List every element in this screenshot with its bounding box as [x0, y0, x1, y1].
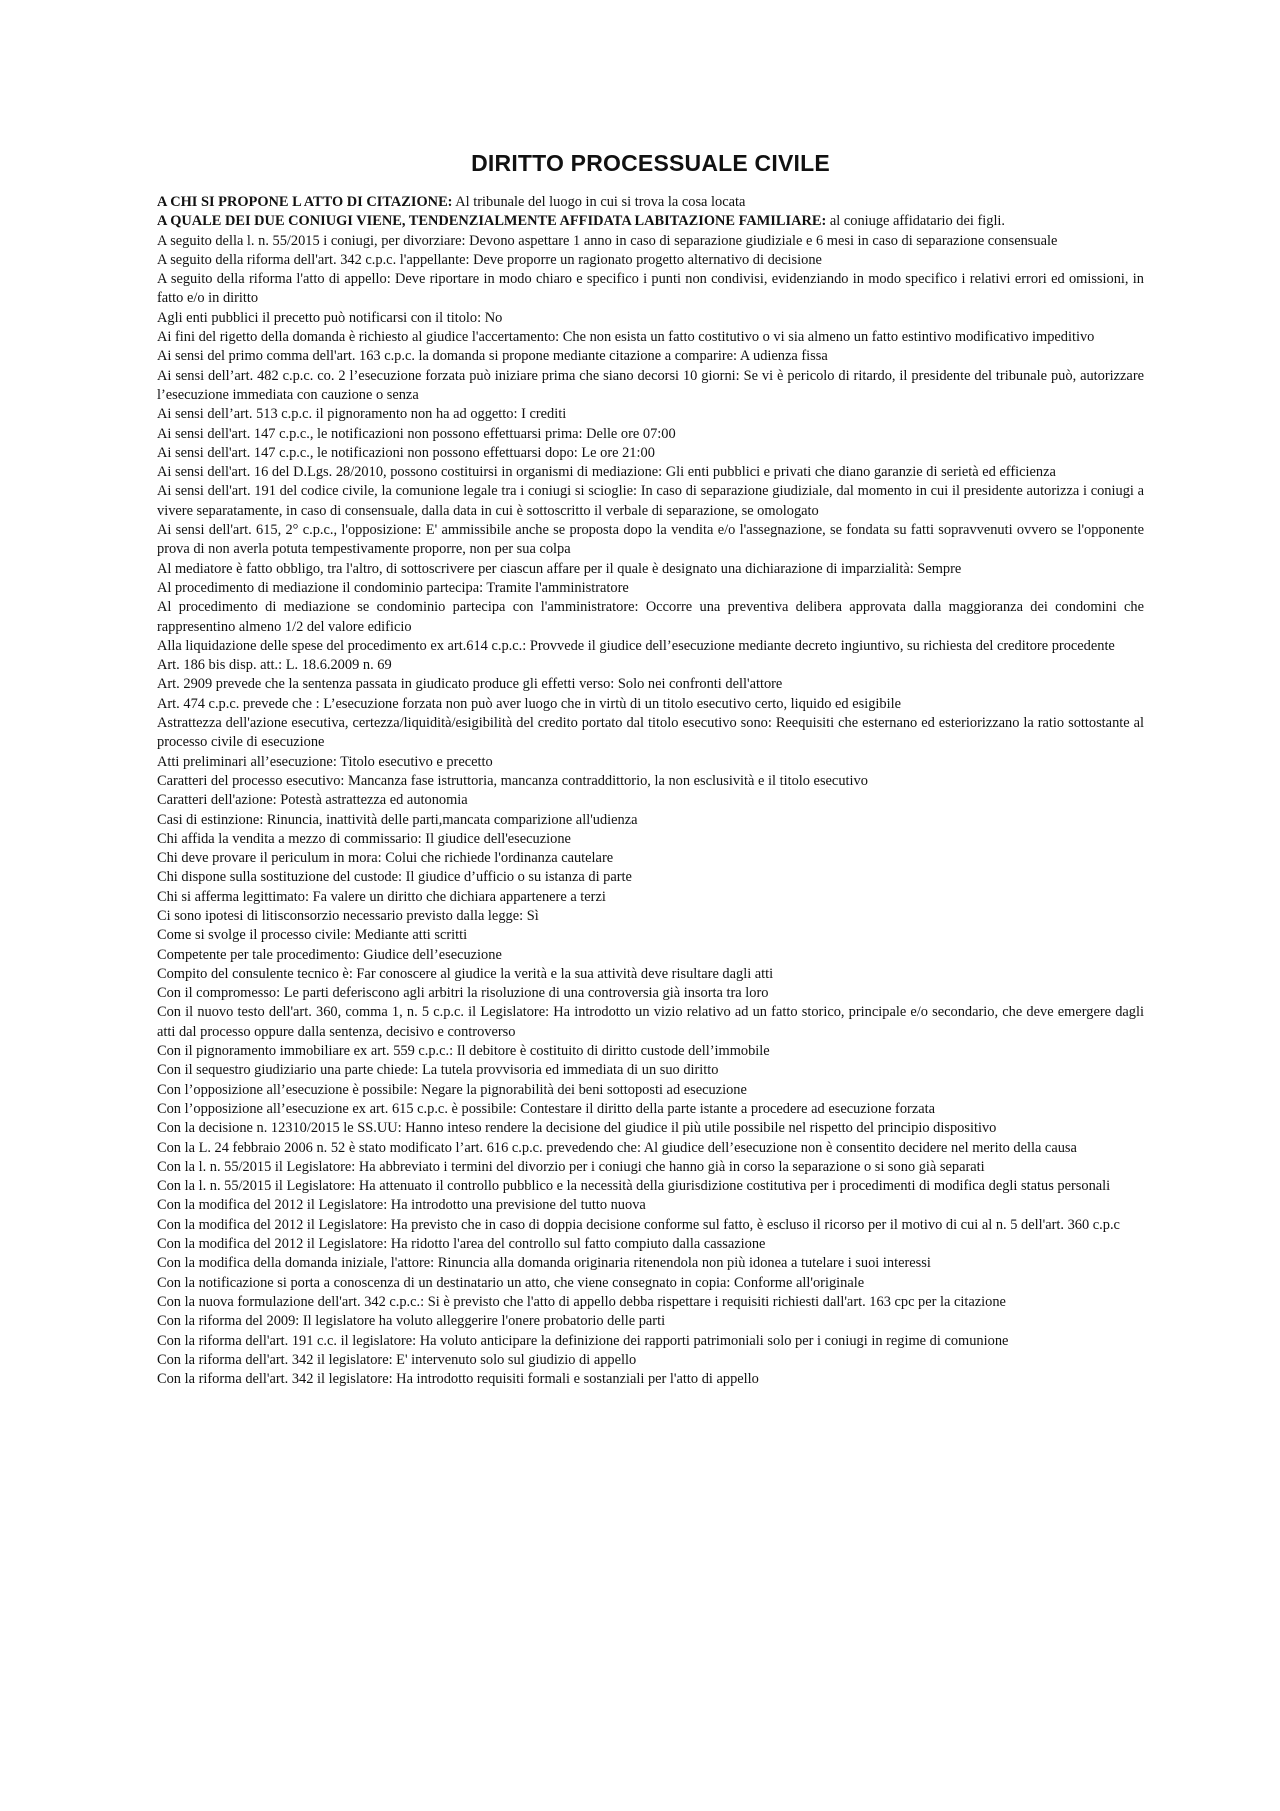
qa-entry [157, 656, 1144, 675]
question-text: Chi deve provare il periculum in mora: [157, 850, 382, 867]
answer-text: Giudice dell’esecuzione [359, 946, 502, 963]
qa-entry [157, 251, 1144, 270]
answer-text: Ha previsto che in caso di doppia decisione conforme sul fatto, è escluso il ricorso per il motivo di cui al n. 5 dell'art. 360 c.p.c [387, 1216, 1120, 1233]
question-text: Ai sensi dell’art. 482 c.p.c. co. 2 l’esecuzione forzata può iniziare prima che siano decorsi 10 giorni: [157, 367, 740, 384]
answer-text: Le ore 21:00 [577, 444, 655, 461]
question-text: A seguito della riforma l'atto di appello: [157, 271, 391, 288]
question-text: Al procedimento di mediazione il condominio partecipa: [157, 579, 484, 596]
question-text: Con la modifica del 2012 il Legislatore: [157, 1216, 388, 1233]
answer-text: Colui che richiede l'ordinanza cautelare [381, 850, 614, 867]
question-text: Con la modifica del 2012 il Legislatore: [157, 1197, 388, 1214]
question-text: Alla liquidazione delle spese del procedimento ex art.614 c.p.c.: [157, 637, 527, 654]
qa-entry [157, 560, 1144, 579]
qa-entry [157, 984, 1144, 1003]
question-text: Caratteri dell'azione: [157, 792, 277, 809]
question-text: Con il sequestro giudiziario una parte chiede: [157, 1062, 419, 1079]
qa-entry [157, 1177, 1144, 1196]
answer-text: Deve proporre un ragionato progetto alternativo di decisione [469, 251, 822, 268]
question-text: Competente per tale procedimento: [157, 946, 360, 963]
qa-entry [157, 1235, 1144, 1254]
qa-entry [157, 1061, 1144, 1080]
qa-entry [157, 444, 1144, 463]
question-text: Compito del consulente tecnico è: [157, 965, 353, 982]
answer-text: Deve riportare in modo chiaro e specifico i punti non condivisi, evidenziando in modo specifico i relativi errori ed omissioni, in fatto e/o in diritto [157, 271, 1144, 307]
question-text: Con la notificazione si porta a conoscenza di un destinatario un atto, che viene consegnato in copia: [157, 1274, 731, 1291]
answer-text: Conforme all'originale [730, 1274, 865, 1291]
question-text: Con la riforma dell'art. 342 il legislatore: [157, 1371, 393, 1388]
qa-entry [157, 367, 1144, 406]
answer-text: E' intervenuto solo sul giudizio di appello [392, 1351, 637, 1368]
question-text: Chi affida la vendita a mezzo di commissario: [157, 830, 422, 847]
answer-text: L. 18.6.2009 n. 69 [282, 657, 392, 674]
answer-text: al coniuge affidatario dei figli. [826, 213, 1006, 230]
question-text: Al mediatore è fatto obbligo, tra l'altro, di sottoscrivere per ciascun affare per il quale è designato una dichiarazione di imparzialità: [157, 560, 914, 577]
question-text: Con la decisione n. 12310/2015 le SS.UU: [157, 1120, 402, 1137]
answer-text: Potestà astrattezza ed autonomia [276, 792, 468, 809]
question-text: Ai sensi dell'art. 16 del D.Lgs. 28/2010, possono costituirsi in organismi di mediazione: [157, 464, 663, 481]
qa-entry [157, 695, 1144, 714]
qa-entry [157, 521, 1144, 560]
qa-entry [157, 463, 1144, 482]
answer-text: Gli enti pubblici e privati che diano garanzie di serietà ed efficienza [662, 464, 1056, 481]
qa-entry [157, 1254, 1144, 1273]
answer-text: Ha introdotto una previsione del tutto nuova [387, 1197, 646, 1214]
answer-text: Che non esista un fatto costitutivo o vi sia almeno un fatto estintivo modificativo impeditivo [559, 329, 1095, 346]
answer-text: Il legislatore ha voluto alleggerire l'onere probatorio delle parti [299, 1313, 666, 1330]
answer-text: Ha abbreviato i termini del divorzio per i coniugi che hanno già in corso la separazione o si sono già separati [355, 1158, 985, 1175]
answer-text: Si è previsto che l'atto di appello debba rispettare i requisiti richiesti dall'art. 163 cpc per la citazione [424, 1293, 1006, 1310]
answer-text: E' ammissibile anche se proposta dopo la vendita e/o l'assegnazione, se fondata su fatti sopravvenuti ovvero se l'opponente prova di non averla potuta tempestivamente proporre, non per sua colpa [157, 522, 1144, 558]
answer-text: Mediante atti scritti [350, 927, 468, 944]
answer-text: Fa valere un diritto che dichiara appartenere a terzi [309, 888, 606, 905]
qa-entry [157, 1312, 1144, 1331]
qa-entry [157, 1003, 1144, 1042]
qa-entry [157, 675, 1144, 694]
question-text: Con la modifica della domanda iniziale, l'attore: [157, 1255, 435, 1272]
question-text: Ai sensi dell'art. 147 c.p.c., le notificazioni non possono effettuarsi prima: [157, 425, 583, 442]
qa-entry [157, 1139, 1144, 1158]
qa-entry [157, 1100, 1144, 1119]
question-text: Casi di estinzione: [157, 811, 264, 828]
qa-entry [157, 772, 1144, 791]
answer-text: Tramite l'amministratore [483, 579, 629, 596]
question-text: Ai sensi del primo comma dell'art. 163 c.p.c. la domanda si propone mediante citazione a comparire: [157, 348, 738, 365]
document-page [157, 150, 1144, 1389]
qa-entry [157, 1119, 1144, 1138]
qa-entry [157, 1158, 1144, 1177]
qa-entry [157, 1332, 1144, 1351]
question-text: Con la L. 24 febbraio 2006 n. 52 è stato modificato l’art. 616 c.p.c. prevedendo che: [157, 1139, 641, 1156]
answer-text: Mancanza fase istruttoria, mancanza contraddittorio, la non esclusività e il titolo esecutivo [344, 772, 868, 789]
answer-text: Ha attenuato il controllo pubblico e la necessità della giurisdizione costitutiva per i procedimenti di modifica degli status personali [355, 1178, 1111, 1195]
qa-entry [157, 888, 1144, 907]
qa-entry [157, 309, 1144, 328]
qa-entry [157, 849, 1144, 868]
answer-text: Ha ridotto l'area del controllo sul fatto compiuto dalla cassazione [387, 1236, 766, 1253]
qa-entry [157, 405, 1144, 424]
answer-text: No [481, 309, 503, 326]
answer-text: Occorre una preventiva delibera approvata dalla maggioranza dei condomini che rappresentino almeno 1/2 del valore edificio [157, 599, 1145, 635]
answer-text: Ha introdotto requisiti formali e sostanziali per l'atto di appello [392, 1371, 759, 1388]
qa-entry [157, 1370, 1144, 1389]
question-text: A seguito della l. n. 55/2015 i coniugi, per divorziare: [157, 232, 466, 249]
qa-entry [157, 270, 1144, 309]
qa-entry [157, 1216, 1144, 1235]
question-text: Con la l. n. 55/2015 il Legislatore: [157, 1158, 356, 1175]
qa-entry [157, 965, 1144, 984]
qa-entry [157, 637, 1144, 656]
question-text: Con la nuova formulazione dell'art. 342 c.p.c.: [157, 1293, 425, 1310]
question-text: Con il compromesso: [157, 985, 281, 1002]
qa-entry [157, 193, 1144, 212]
question-text: Con l’opposizione all’esecuzione ex art. 615 c.p.c. è possibile: [157, 1100, 517, 1117]
qa-entry [157, 1293, 1144, 1312]
question-text: Con il nuovo testo dell'art. 360, comma 1, n. 5 c.p.c. il Legislatore: [157, 1004, 550, 1021]
answer-text: Provvede il giudice dell’esecuzione mediante decreto ingiuntivo, su richiesta del creditore procedente [526, 637, 1115, 654]
qa-entry [157, 1196, 1144, 1215]
question-text: Ai fini del rigetto della domanda è richiesto al giudice l'accertamento: [157, 329, 560, 346]
question-text: Ci sono ipotesi di litisconsorzio necessario previsto dalla legge: [157, 907, 524, 924]
qa-entry [157, 579, 1144, 598]
question-text: Chi dispone sulla sostituzione del custode: [157, 869, 403, 886]
question-text: Ai sensi dell'art. 191 del codice civile, la comunione legale tra i coniugi si scioglie: [157, 483, 637, 500]
answer-text: Reequisiti che esternano ed esteriorizzano la ratio sottostante al processo civile di esecuzione [157, 715, 1144, 751]
answer-text: Ha voluto anticipare la definizione dei rapporti patrimoniali solo per i coniugi in regime di comunione [416, 1332, 1009, 1349]
answer-text: I crediti [517, 406, 567, 423]
answer-text: Titolo esecutivo e precetto [336, 753, 493, 770]
question-text: Con la l. n. 55/2015 il Legislatore: [157, 1178, 356, 1195]
question-text: Agli enti pubblici il precetto può notificarsi con il titolo: [157, 309, 482, 326]
qa-list [157, 193, 1144, 1389]
question-text: Art. 186 bis disp. att.: [157, 657, 283, 674]
answer-text: La tutela provvisoria ed immediata di un suo diritto [418, 1062, 719, 1079]
question-text: Con la riforma dell'art. 191 c.c. il legislatore: [157, 1332, 417, 1349]
question-text: A QUALE DEI DUE CONIUGI VIENE, TENDENZIALMENTE AFFIDATA LABITAZIONE FAMILIARE: [157, 213, 827, 230]
question-text: Ai sensi dell'art. 615, 2° c.p.c., l'opposizione: [157, 522, 422, 539]
question-text: A seguito della riforma dell'art. 342 c.p.c. l'appellante: [157, 251, 470, 268]
answer-text: Rinuncia alla domanda originaria ritenendola non più idonea a tutelare i suoi interessi [434, 1255, 931, 1272]
qa-entry [157, 598, 1144, 637]
question-text: Astrattezza dell'azione esecutiva, certezza/liquidità/esigibilità del credito portato dal titolo esecutivo sono: [157, 715, 772, 732]
question-text: Con il pignoramento immobiliare ex art. 559 c.p.c.: [157, 1043, 454, 1060]
qa-entry [157, 347, 1144, 366]
question-text: A CHI SI PROPONE L ATTO DI CITAZIONE: [157, 194, 453, 210]
qa-entry [157, 830, 1144, 849]
qa-entry [157, 926, 1144, 945]
qa-entry [157, 212, 1144, 231]
question-text: Come si svolge il processo civile: [157, 927, 351, 944]
question-text: Ai sensi dell'art. 147 c.p.c., le notificazioni non possono effettuarsi dopo: [157, 444, 578, 461]
answer-text: Il giudice d’ufficio o su istanza di parte [402, 869, 632, 886]
qa-entry [157, 482, 1144, 521]
answer-text: Sempre [913, 560, 962, 577]
qa-entry [157, 1351, 1144, 1370]
answer-text: Il debitore è costituito di diritto custode dell’immobile [453, 1043, 770, 1060]
answer-text: Sì [523, 907, 539, 924]
qa-entry [157, 328, 1144, 347]
answer-text: Ha introdotto un vizio relativo ad un fatto storico, principale e/o secondario, che deve emergere dagli atti dal processo oppure dalla sentenza, decisivo e controverso [157, 1004, 1144, 1040]
question-text: Atti preliminari all’esecuzione: [157, 753, 337, 770]
question-text: Ai sensi dell’art. 513 c.p.c. il pignoramento non ha ad oggetto: [157, 406, 518, 423]
answer-text: Il giudice dell'esecuzione [421, 830, 571, 847]
question-text: Art. 474 c.p.c. prevede che : [157, 695, 320, 712]
question-text: Caratteri del processo esecutivo: [157, 772, 345, 789]
qa-entry [157, 714, 1144, 753]
answer-text: Negare la pignorabilità dei beni sottoposti ad esecuzione [417, 1081, 747, 1098]
qa-entry [157, 753, 1144, 772]
answer-text: Solo nei confronti dell'attore [614, 676, 783, 693]
question-text: Con la riforma dell'art. 342 il legislatore: [157, 1351, 393, 1368]
question-text: Chi si afferma legittimato: [157, 888, 310, 905]
answer-text: Rinuncia, inattività delle parti,mancata comparizione all'udienza [263, 811, 638, 828]
qa-entry [157, 868, 1144, 887]
question-text: Al procedimento di mediazione se condominio partecipa con l'amministratore: [157, 599, 639, 616]
qa-entry [157, 1274, 1144, 1293]
qa-entry [157, 946, 1144, 965]
answer-text: Al tribunale del luogo in cui si trova la cosa locata [452, 194, 746, 210]
answer-text: Far conoscere al giudice la verità e la sua attività deve risultare dagli atti [352, 965, 774, 982]
question-text: Con la modifica del 2012 il Legislatore: [157, 1236, 388, 1253]
qa-entry [157, 811, 1144, 830]
answer-text: Hanno inteso rendere la decisione del giudice il più utile possibile nel rispetto del principio dispositivo [401, 1120, 997, 1137]
answer-text: L’esecuzione forzata non può aver luogo che in virtù di un titolo esecutivo certo, liquido ed esigibile [319, 695, 901, 712]
answer-text: Se vi è pericolo di ritardo, il presidente del tribunale può, autorizzare l’esecuzione immediata con cauzione o senza [157, 367, 1144, 403]
document-title: DIRITTO PROCESSUALE CIVILE [471, 150, 830, 176]
qa-entry [157, 1042, 1144, 1061]
question-text: Art. 2909 prevede che la sentenza passata in giudicato produce gli effetti verso: [157, 676, 615, 693]
answer-text: Devono aspettare 1 anno in caso di separazione giudiziale e 6 mesi in caso di separazione consensuale [465, 232, 1058, 249]
answer-text: In caso di separazione giudiziale, dal momento in cui il presidente autorizza i coniugi a vivere separatamente, in caso di consensuale, dalla data in cui è sottoscritto il verbale di separazione, se omologato [157, 483, 1145, 519]
answer-text: A udienza fissa [737, 348, 828, 365]
answer-text: Al giudice dell’esecuzione non è consentito decidere nel merito della causa [640, 1139, 1077, 1156]
answer-text: Contestare il diritto della parte istante a procedere ad esecuzione forzata [516, 1100, 935, 1117]
qa-entry [157, 232, 1144, 251]
qa-entry [157, 1081, 1144, 1100]
qa-entry [157, 907, 1144, 926]
qa-entry [157, 791, 1144, 810]
answer-text: Delle ore 07:00 [582, 425, 676, 442]
answer-text: Le parti deferiscono agli arbitri la risoluzione di una controversia già insorta tra loro [280, 985, 769, 1002]
qa-entry [157, 425, 1144, 444]
question-text: Con la riforma del 2009: [157, 1313, 300, 1330]
question-text: Con l’opposizione all’esecuzione è possibile: [157, 1081, 418, 1098]
